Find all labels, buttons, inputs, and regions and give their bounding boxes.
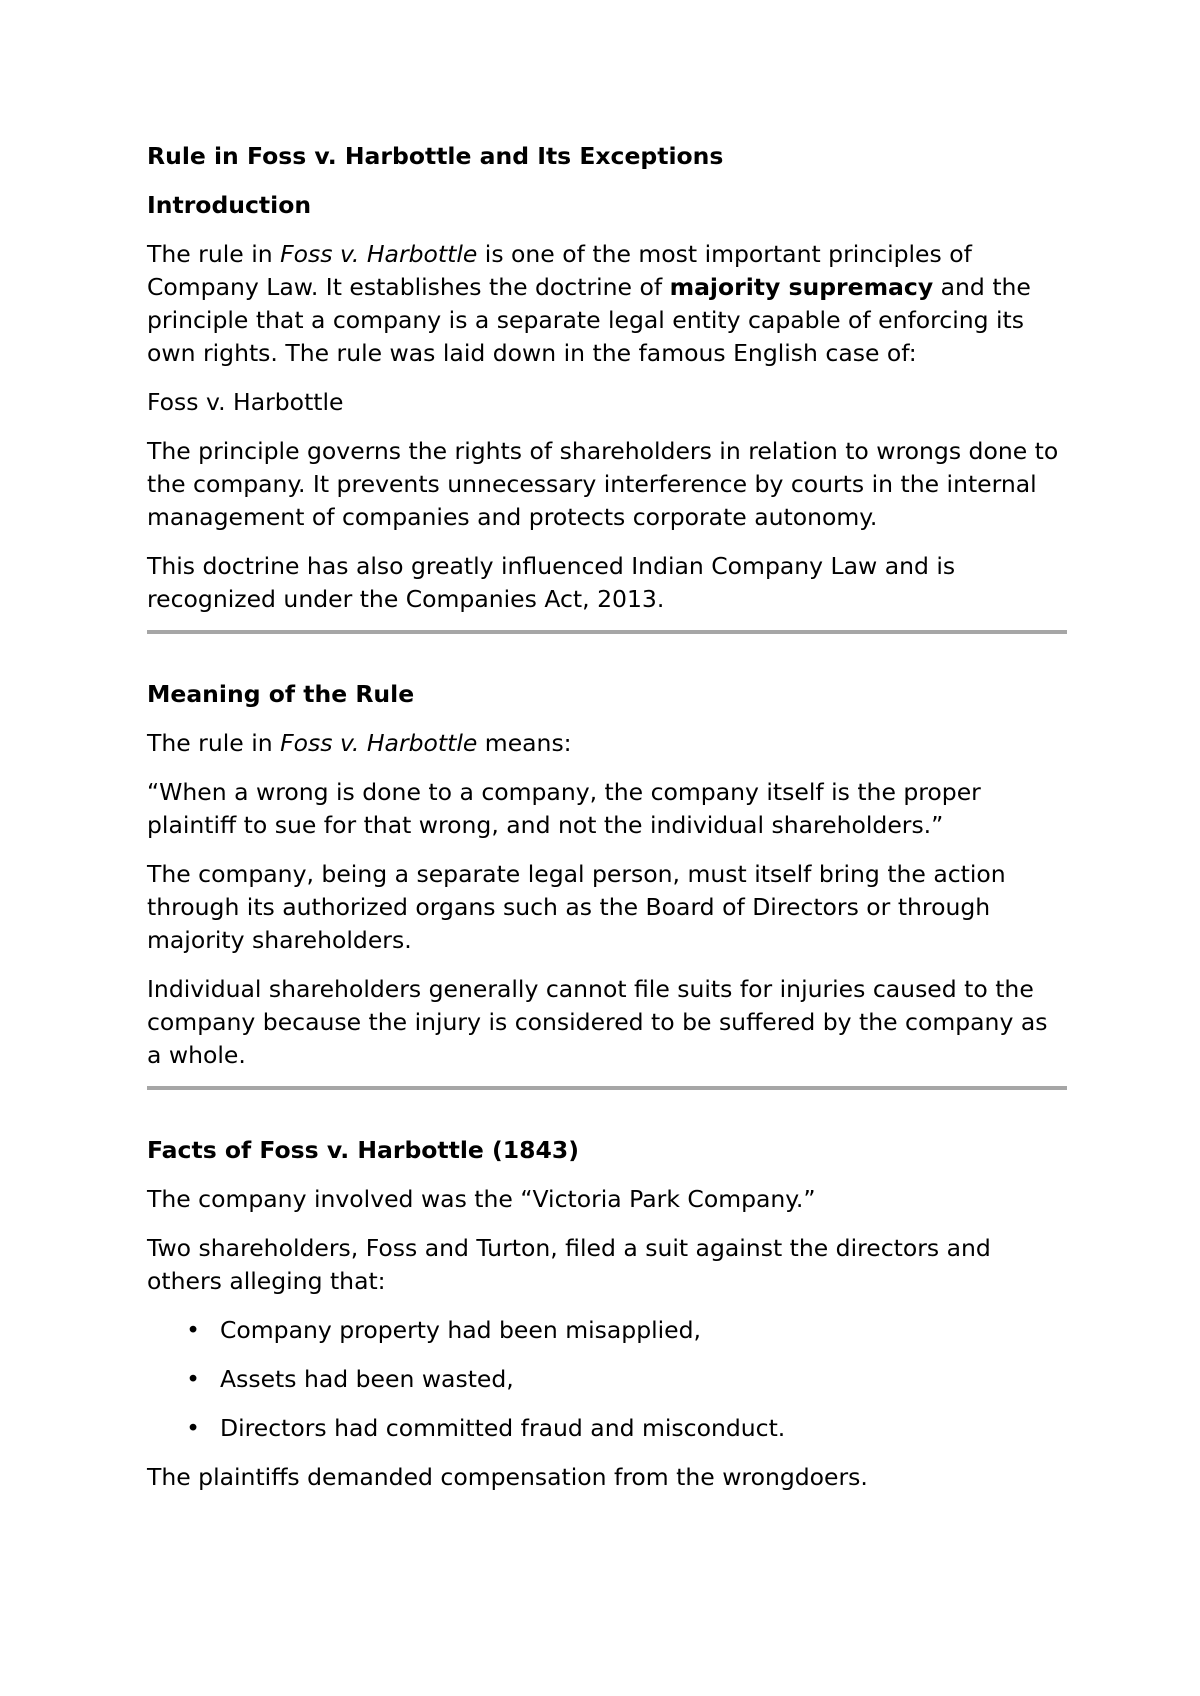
bullet-icon: •	[186, 1316, 200, 1344]
section-divider	[147, 1086, 1067, 1090]
bullet-icon: •	[186, 1365, 200, 1393]
meaning-paragraph-1	[147, 727, 1067, 760]
list-item	[147, 1412, 1067, 1445]
list-item-text: Directors had committed fraud and misconduct.	[220, 1414, 786, 1442]
document-title: Rule in Foss v. Harbottle and Its Exceptions	[147, 142, 724, 170]
facts-paragraph-2: Two shareholders, Foss and Turton, filed a suit against the directors and others alleging that:	[147, 1234, 991, 1295]
text-segment: and the principle that a company is a separate legal entity capable of enforcing its own rights. The rule was laid down in the famous English case of:	[147, 273, 1031, 367]
list-item	[147, 1314, 1067, 1347]
bullet-icon: •	[186, 1414, 200, 1442]
facts-paragraph-3: The plaintiffs demanded compensation from the wrongdoers.	[147, 1463, 868, 1491]
introduction-heading: Introduction	[147, 191, 312, 219]
introduction-paragraph-3: This doctrine has also greatly influenced Indian Company Law and is recognized under the Companies Act, 2013.	[147, 552, 956, 613]
bold-phrase: majority supremacy	[669, 273, 934, 301]
introduction-paragraph-1	[147, 238, 1067, 370]
facts-heading: Facts of Foss v. Harbottle (1843)	[147, 1136, 579, 1164]
case-name-italic: Foss v. Harbottle	[280, 240, 478, 268]
meaning-heading: Meaning of the Rule	[147, 680, 415, 708]
case-name-line: Foss v. Harbottle	[147, 388, 344, 416]
list-item-text: Assets had been wasted,	[220, 1365, 514, 1393]
introduction-paragraph-2: The principle governs the rights of shareholders in relation to wrongs done to the company. It prevents unnecessary interference by courts in the internal management of companies and protects corporate autonomy.	[147, 437, 1059, 531]
text-segment: The rule in	[147, 240, 281, 268]
document-page	[147, 140, 1067, 1510]
case-name-italic: Foss v. Harbottle	[280, 729, 478, 757]
meaning-paragraph-2: The company, being a separate legal person, must itself bring the action through its authorized organs such as the Board of Directors or through majority shareholders.	[147, 860, 1006, 954]
section-divider	[147, 630, 1067, 634]
allegations-list	[147, 1314, 1067, 1445]
meaning-paragraph-3: Individual shareholders generally cannot file suits for injuries caused to the company because the injury is considered to be suffered by the company as a whole.	[147, 975, 1048, 1069]
facts-paragraph-1: The company involved was the “Victoria Park Company.”	[147, 1185, 816, 1213]
text-segment: is one of the most important principles of Company Law. It establishes the doctrine of	[147, 240, 972, 301]
rule-quote: “When a wrong is done to a company, the company itself is the proper plaintiff to sue for that wrong, and not the individual shareholders.”	[147, 778, 981, 839]
text-segment: means:	[477, 729, 572, 757]
text-segment: The rule in	[147, 729, 281, 757]
list-item-text: Company property had been misapplied,	[220, 1316, 702, 1344]
list-item	[147, 1363, 1067, 1396]
